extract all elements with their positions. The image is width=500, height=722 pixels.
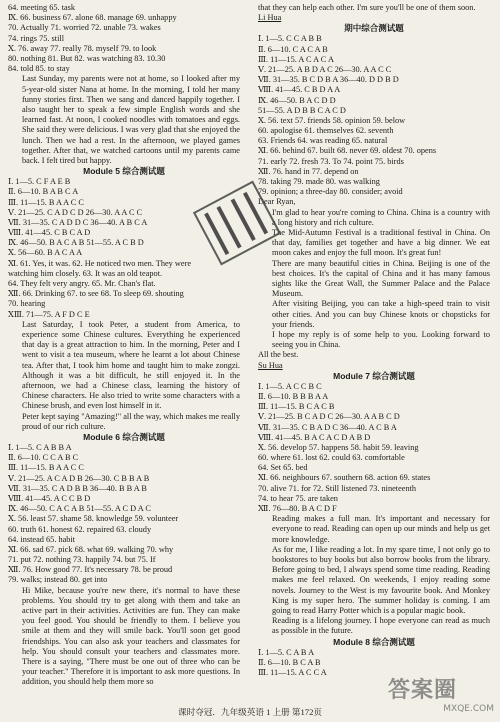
essay-paragraph: Last Sunday, my parents were not at home, so I looked after my 5-year-old sister Nana at home. In the morning, I told her many funny stories first. Then we sang and danced happily together. I also taught her to speak a few simple English words and she learned fast. At noon, I cooked noodles with tomatoes and eggs. She said they were delicious. I was very glad that she enjoyed the lunch. Then we had a rest. In the afternoon, we played games together. After that, we watched cartoons until my parents came back. I felt tired but happy. [22, 74, 240, 165]
answer-line: Ⅰ. 1—5. C A B B A [8, 443, 72, 452]
module-6-title: Module 6 综合测试题 [83, 432, 165, 442]
watermark-logo: 答案圈 [388, 678, 458, 703]
module-5-title: Module 5 综合测试题 [83, 166, 165, 177]
answer-line: Ⅲ. 11—15. A C A C A [258, 54, 334, 64]
answer-line: Ⅹ. 56. develop 57. happens 58. habit 59. leaving [258, 442, 419, 452]
answer-line: Ⅶ. 31—35. B C D B A 36—40. D D B D [258, 75, 399, 85]
answer-line: Ⅹ. 56—60. B A C A A [8, 248, 83, 258]
letter-greeting: Dear Ryan, [258, 197, 296, 207]
site-watermark [388, 678, 494, 718]
answer-line: watching him closely. 63. It was an old teapot. [8, 268, 163, 278]
essay-paragraph: Peter kept saying "Amazing!" all the way, which makes me really proud of our rich culture. [22, 411, 240, 431]
answer-line: Ⅶ. 31—35. C A D D C 36—40. A B C A [8, 217, 148, 227]
answer-line: Ⅻ. 66. Drinking 67. to see 68. To sleep 69. shouting [8, 289, 184, 299]
answer-block-b [8, 177, 240, 320]
answer-line: Ⅲ. 11—15. B C A C B [258, 402, 335, 412]
essay-paragraph: There are many beautiful cities in China. Beijing is one of the best choices. It's the capital of China and it has many famous sights like the Great Wall, the Summer Palace and the Palace Museum. [272, 258, 490, 299]
essay-paragraph: As for me, I like reading a lot. In my spare time, I not only go to bookstores to buy books but also borrow books from the library. Before going to bed, I always spend some time reading. Reading makes me feel relaxed. On weekends, I enjoy reading some novels. Journey to the West is my favourite book. And Monkey King is my super hero. The summer holiday is coming. I am going to read Harry Potter which is a popular magic book. [272, 544, 490, 616]
answer-line: 63. Friends 64. was reading 65. natural [258, 136, 388, 146]
answer-line: 70. hearing [8, 299, 46, 309]
answer-line: Ⅶ. 31—35. C A D B B 36—40. B B A B [8, 483, 147, 493]
answer-line: Ⅰ. 1—5. C F A E B [8, 177, 71, 187]
answer-line: Ⅺ. 61. Yes, it was. 62. He noticed two men. They were [8, 258, 192, 268]
answer-line: 60. truth 61. honest 62. repaired 63. cloudy [8, 524, 152, 534]
answer-line: Ⅰ. 1—5. C A B A [258, 647, 315, 657]
answer-line: Ⅰ. 1—5. A C C B C [258, 381, 322, 391]
letter-closing: All the best. [258, 350, 299, 360]
answer-line: 60. where 61. lost 62. could 63. comfortable [258, 453, 405, 463]
answer-line: Ⅰ. 1—5. C C A B B [258, 34, 322, 44]
answer-line: Ⅹ. 76. away 77. really 78. myself 79. to look [8, 43, 157, 53]
module-8-title: Module 8 综合测试题 [333, 636, 415, 647]
midterm-title: 期中综合测试题 [344, 23, 404, 34]
answer-line: Ⅱ. 6—10. B B B A A [258, 391, 329, 401]
essay-paragraph: Reading is a lifelong journey. I hope everyone can read as much as possible in the future. [272, 616, 490, 636]
answer-line: 64. instead 65. habit [8, 534, 76, 544]
answer-line: Ⅸ. 46—50. C A C A B 51—55. A C D A C [8, 504, 151, 514]
answer-line: 79. walks; instead 80. get into [8, 575, 108, 585]
answer-line: 64. Set 65. bed [258, 463, 308, 473]
answer-line: 70. alive 71. for 72. Still listened 73. nineteenth [258, 483, 417, 493]
answer-line: Ⅴ. 21—25. C A D C D 26—30. A A C C [8, 207, 143, 217]
answer-line: Ⅶ. 31—35. C B A D C 36—40. A C B A [258, 422, 397, 432]
answer-line: Ⅷ. 41—45. B A C A C D A B D [258, 432, 371, 442]
module-7-title: Module 7 综合测试题 [333, 370, 415, 381]
answer-line: Ⅷ. 41—45. C B C A D [8, 228, 91, 238]
essay-paragraph: Hi Mike, because you're new there, it's normal to have these problems. You should try to get along with them and take an active part in their activities. Activities are fun. They can make you feel good. You should be friendly to them. I believe you smile at them and they will smile back. You'll soon get good friendships. You can also ask your teachers and classmates for help. You should consult your teachers and classmates more. There is a saying, "There must be one out of three who can be your teacher." Therefore it is important to ask more questions. In addition, you should help them more so [22, 585, 240, 687]
page-footer: 课时夺冠．九年级英语 1 上册 第172页 [178, 707, 322, 717]
answer-line: Ⅸ. 46—50. B A C A B 51—55. A C B D [8, 238, 144, 248]
answer-block-a [258, 34, 490, 197]
answer-line: Ⅱ. 6—10. C C A B C [8, 453, 79, 463]
answer-line: Ⅸ. 46—50. B A C D D [258, 95, 336, 105]
left-column [8, 3, 240, 688]
right-column [258, 3, 490, 678]
answer-line: Ⅲ. 11—15. B A A C C [8, 197, 84, 207]
essay-paragraph: Last Saturday, I took Peter, a student from America, to experience some Chinese cultures. Everything he experienced that day is a great attraction to him. In the morning, Peter and I went to visit a tea museum, where he learnt a lot about Chinese tea. After that, I took him home and taught him to make zongzi. Although it was a bit difficult, he still enjoyed it. In the afternoon, we had a Chinese class, learning the history of Chinese characters. He also tried to write some characters with a Chinese brush, and even lost himself in it. [22, 319, 240, 411]
answer-line: Ⅻ. 76—80. B A C D F [258, 504, 337, 514]
watermark-url: MXQE.COM [443, 704, 494, 714]
answer-line: Ⅺ. 66. behind 67. built 68. never 69. oldest 70. opens [258, 146, 437, 156]
answer-line: 80. nothing 81. But 82. was watching 83. 10.30 [8, 53, 166, 63]
answer-line: Ⅻ. 76. hand in 77. depend on [258, 166, 359, 176]
answer-line: 74. rings 75. still [8, 33, 65, 43]
answer-line: Ⅲ. 11—15. B A A C C [8, 463, 84, 473]
essay-paragraph: The Mid-Autumn Festival is a traditional festival in China. On that day, families get together and have a big dinner. We eat moon cakes and enjoy the full moon. It's great fun! [272, 227, 490, 258]
signature: Li Hua [258, 13, 282, 23]
answer-block-b [258, 382, 490, 514]
essay-paragraph: I'm glad to hear you're coming to China. China is a country with a long history and rich culture. [272, 207, 490, 227]
answer-line: 74. to hear 75. are taken [258, 493, 338, 503]
answer-block-c [258, 648, 490, 679]
answer-line: Ⅷ. 41—45. A C C B D [8, 493, 91, 503]
answer-line: Ⅲ. 11—15. A C C A [258, 668, 327, 678]
answer-line: 64. They felt very angry. 65. Mr. Chan's flat. [8, 279, 156, 289]
answer-line: Ⅱ. 6—10. B A B C A [8, 187, 79, 197]
answer-line: Ⅴ. 21—25. A B D A C 26—30. A A C C [258, 64, 392, 74]
answer-line: Ⅹ. 56. least 57. shame 58. knowledge 59. volunteer [8, 514, 179, 524]
answer-line: Ⅱ. 6—10. B C A B [258, 657, 321, 667]
answer-line: Ⅴ. 21—25. A C A D B 26—30. C B B A B [8, 473, 150, 483]
answer-line: Ⅹ. 56. text 57. friends 58. opinion 59. below [258, 115, 406, 125]
answer-line: 71. early 72. fresh 73. To 74. point 75. birds [258, 156, 404, 166]
answer-line: 78. taking 79. made 80. was walking [258, 177, 380, 187]
answer-block-a [8, 3, 240, 74]
signature: Su Hua [258, 360, 283, 370]
essay-paragraph: I hope my reply is of some help to you. Looking forward to seeing you in China. [272, 330, 490, 350]
answer-line: 71. put 72. nothing 73. happily 74. but 75. If [8, 555, 156, 565]
essay-paragraph: After visiting Beijing, you can take a high-speed train to visit other cities. And you can buy Chinese knots or chopsticks for your friends. [272, 299, 490, 329]
answer-line: Ⅸ. 66. business 67. alone 68. manage 69. unhappy [8, 13, 177, 23]
essay-paragraph: that they can help each other. I'm sure you'll be one of them soon. [258, 3, 476, 12]
answer-line: 70. Actually 71. worried 72. unable 73. wakes [8, 23, 161, 33]
answer-line: Ⅺ. 66. sad 67. pick 68. what 69. walking 70. why [8, 544, 174, 554]
answer-line: Ⅴ. 21—25. B C A D C 26—30. A A B C D [258, 412, 400, 422]
essay-paragraph: Reading makes a full man. It's important and necessary for everyone to read. Reading can open up our minds and help us get more knowledge. [272, 514, 490, 544]
answer-line: Ⅺ. 66. neighbours 67. southern 68. action 69. states [258, 473, 431, 483]
answer-line: 51—55. A D B B C A C D [258, 105, 346, 115]
answer-line: Ⅻ. 76. How good 77. It's necessary 78. be proud [8, 565, 173, 575]
answer-line: 60. apologise 61. themselves 62. seventh [258, 126, 394, 136]
answer-line: 84. told 85. to stay [8, 64, 70, 74]
answer-line: Ⅱ. 6—10. C A C A B [258, 44, 328, 54]
answer-block-c [8, 443, 240, 586]
answer-line: Ⅷ. 41—45. C B D A A [258, 85, 341, 95]
answer-line: 64. meeting 65. task [8, 3, 76, 12]
answer-line: 79. opinion; a three-day 80. consider; avoid [258, 187, 403, 197]
answer-line: ⅩⅢ. 71—75. A F D C E [8, 309, 90, 319]
